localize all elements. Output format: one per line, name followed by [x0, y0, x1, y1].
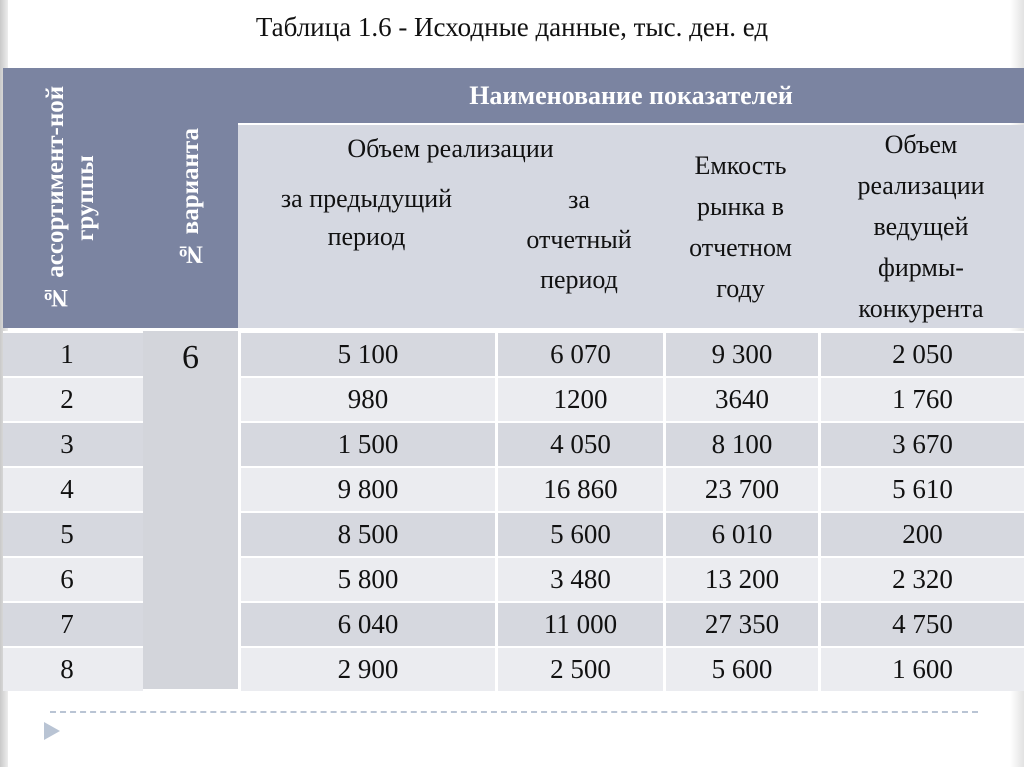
- cell-capacity: [663, 556, 818, 601]
- header-market-capacity-label: Емкость рынка в отчетном году: [689, 150, 792, 303]
- cell-report: [495, 511, 663, 556]
- header-variant-number: [143, 68, 238, 328]
- cell-capacity-value: 13 200: [704, 564, 780, 594]
- cell-capacity-value: 27 350: [704, 609, 780, 639]
- cell-group: [3, 331, 143, 376]
- footer-arrow-icon: [44, 722, 60, 740]
- cell-previous: [238, 331, 495, 376]
- header-indicators: [238, 68, 1024, 123]
- cell-report-value: 2 500: [550, 654, 611, 684]
- cell-group: [3, 511, 143, 556]
- header-previous-period: [238, 172, 495, 328]
- header-group-number: [3, 68, 143, 328]
- header-indicators-label: Наименование показателей: [469, 80, 793, 110]
- cell-capacity: [663, 421, 818, 466]
- cell-group: [3, 601, 143, 646]
- cell-report-value: 11 000: [543, 609, 618, 639]
- cell-competitor: [818, 376, 1024, 421]
- header-report-period-label: за отчетный период: [526, 185, 632, 294]
- variant-value-label: 6: [182, 339, 199, 376]
- cell-competitor: [818, 466, 1024, 511]
- cell-report: [495, 331, 663, 376]
- cell-previous-value: 980: [347, 384, 389, 414]
- cell-previous: [238, 556, 495, 601]
- cell-group-value: 3: [60, 429, 74, 459]
- cell-capacity: [663, 646, 818, 691]
- cell-previous: [238, 466, 495, 511]
- cell-previous: [238, 601, 495, 646]
- cell-capacity-value: 8 100: [711, 429, 773, 459]
- cell-previous-value: 8 500: [337, 519, 399, 549]
- cell-group-value: 7: [60, 609, 74, 639]
- header-sales-volume-label: Объем реализации: [347, 133, 554, 163]
- cell-previous-value: 9 800: [337, 474, 399, 504]
- cell-capacity: [663, 466, 818, 511]
- cell-previous: [238, 511, 495, 556]
- cell-group-value: 4: [60, 474, 74, 504]
- header-group-number-label: № ассортимент-ной группы: [42, 85, 99, 311]
- cell-capacity: [663, 331, 818, 376]
- cell-capacity-value: 23 700: [704, 474, 780, 504]
- cell-group: [3, 466, 143, 511]
- header-competitor-sales-label: Объем реализации ведущей фирмы-конкурента: [857, 130, 985, 323]
- cell-group-value: 2: [60, 384, 74, 414]
- header-report-period: [495, 172, 663, 328]
- cell-report: [495, 421, 663, 466]
- variant-value: [143, 331, 238, 689]
- cell-group-value: 6: [60, 564, 74, 594]
- cell-report-value: 16 860: [543, 474, 618, 504]
- header-market-capacity: [663, 125, 818, 328]
- cell-previous: [238, 421, 495, 466]
- cell-report-value: 4 050: [550, 429, 611, 459]
- header-competitor-sales: [818, 125, 1024, 328]
- cell-competitor-value: 2 320: [892, 564, 953, 594]
- cell-capacity-value: 5 600: [711, 654, 773, 684]
- cell-competitor-value: 4 750: [892, 609, 953, 639]
- cell-competitor: [818, 646, 1024, 691]
- cell-capacity-value: 6 010: [711, 519, 773, 549]
- cell-previous-value: 1 500: [337, 429, 399, 459]
- footer-divider: [50, 711, 978, 713]
- cell-competitor: [818, 511, 1024, 556]
- cell-previous-value: 5 800: [337, 564, 399, 594]
- cell-competitor-value: 2 050: [892, 339, 953, 369]
- cell-group: [3, 646, 143, 691]
- cell-group-value: 1: [60, 339, 74, 369]
- cell-capacity: [663, 376, 818, 421]
- cell-competitor: [818, 331, 1024, 376]
- cell-report-value: 6 070: [550, 339, 611, 369]
- cell-previous-value: 5 100: [337, 339, 399, 369]
- cell-group: [3, 421, 143, 466]
- cell-competitor-value: 5 610: [892, 474, 953, 504]
- cell-capacity: [663, 601, 818, 646]
- cell-competitor-value: 3 670: [892, 429, 953, 459]
- cell-report-value: 3 480: [550, 564, 611, 594]
- cell-capacity-value: 9 300: [711, 339, 773, 369]
- cell-competitor-value: 200: [902, 519, 943, 549]
- cell-report: [495, 466, 663, 511]
- cell-group-value: 5: [60, 519, 74, 549]
- cell-competitor: [818, 421, 1024, 466]
- cell-competitor-value: 1 760: [892, 384, 953, 414]
- header-variant-number-label: № варианта: [176, 128, 204, 268]
- cell-report: [495, 376, 663, 421]
- page-title: Таблица 1.6 - Исходные данные, тыс. ден. ед: [255, 12, 769, 42]
- cell-capacity: [663, 511, 818, 556]
- cell-capacity-value: 3640: [715, 384, 769, 414]
- cell-group: [3, 556, 143, 601]
- cell-competitor-value: 1 600: [892, 654, 953, 684]
- header-previous-period-label: за предыдущий период: [280, 184, 453, 251]
- cell-report: [495, 646, 663, 691]
- cell-report: [495, 601, 663, 646]
- cell-report: [495, 556, 663, 601]
- cell-previous-value: 2 900: [337, 654, 399, 684]
- cell-previous: [238, 646, 495, 691]
- cell-report-value: 5 600: [550, 519, 611, 549]
- cell-previous-value: 6 040: [337, 609, 399, 639]
- header-sales-volume: [238, 125, 663, 172]
- cell-competitor: [818, 601, 1024, 646]
- cell-report-value: 1200: [553, 384, 608, 414]
- cell-group-value: 8: [60, 654, 74, 684]
- cell-competitor: [818, 556, 1024, 601]
- cell-previous: [238, 376, 495, 421]
- cell-group: [3, 376, 143, 421]
